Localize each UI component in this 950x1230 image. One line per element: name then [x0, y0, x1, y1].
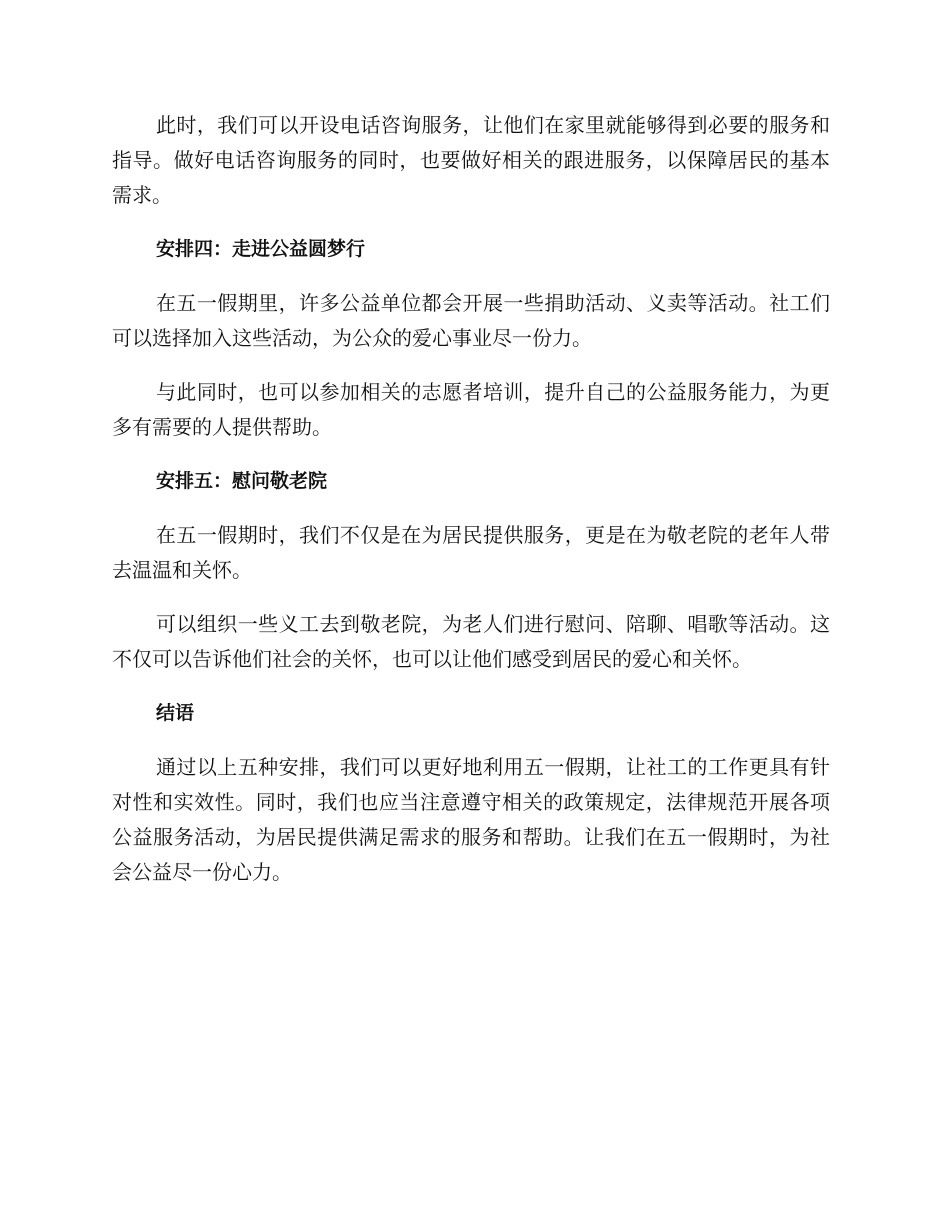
- paragraph-text: 在五一假期里，许多公益单位都会开展一些捐助活动、义卖等活动。社工们可以选择加入这些活动，为公众的爱心事业尽一份力。: [112, 291, 830, 350]
- paragraph-nursing-home-care: [112, 518, 830, 588]
- paragraph-text: 与此同时，也可以参加相关的志愿者培训，提升自己的公益服务能力，为更多有需要的人提供帮助。: [112, 380, 830, 439]
- paragraph-volunteer-visits: [112, 607, 830, 677]
- section-heading-conclusion: [112, 696, 830, 731]
- section-heading-arrangement-four: [112, 232, 830, 267]
- paragraph-charity-activities: [112, 286, 830, 356]
- paragraph-text: 可以组织一些义工去到敬老院，为老人们进行慰问、陪聊、唱歌等活动。这不仅可以告诉他们社会的关怀，也可以让他们感受到居民的爱心和关怀。: [112, 612, 830, 671]
- paragraph-conclusion: [112, 750, 830, 890]
- paragraph-text: 在五一假期时，我们不仅是在为居民提供服务，更是在为敬老院的老年人带去温温和关怀。: [112, 523, 830, 582]
- section-heading-arrangement-five: [112, 464, 830, 499]
- paragraph-text: 通过以上五种安排，我们可以更好地利用五一假期，让社工的工作更具有针对性和实效性。同时，我们也应当注意遵守相关的政策规定，法律规范开展各项公益服务活动，为居民提供满足需求的服务和帮助。让我们在五一假期时，为社会公益尽一份心力。: [112, 755, 830, 884]
- heading-text: 结语: [156, 702, 195, 724]
- heading-text: 安排四：走进公益圆梦行: [156, 238, 366, 260]
- paragraph-volunteer-training: [112, 375, 830, 445]
- paragraph-phone-consulting: [112, 108, 830, 213]
- heading-text: 安排五：慰问敬老院: [156, 470, 328, 492]
- paragraph-text: 此时，我们可以开设电话咨询服务，让他们在家里就能够得到必要的服务和指导。做好电话咨询服务的同时，也要做好相关的跟进服务，以保障居民的基本需求。: [112, 113, 830, 207]
